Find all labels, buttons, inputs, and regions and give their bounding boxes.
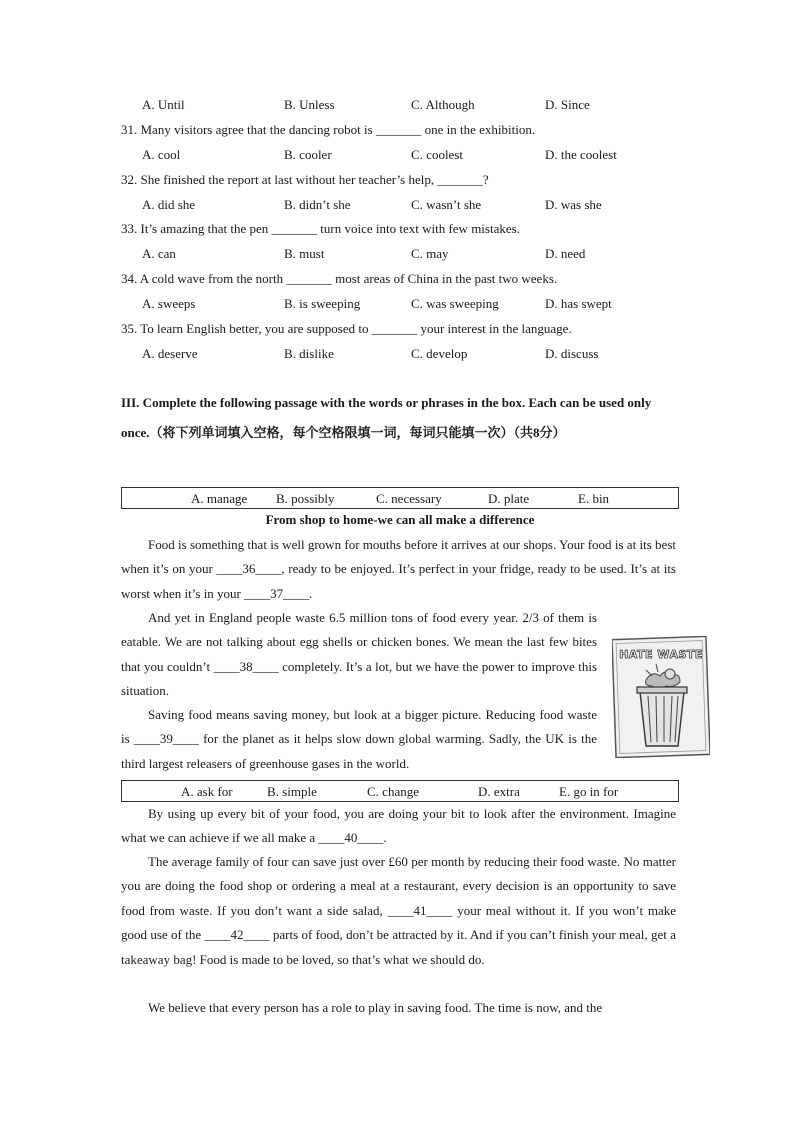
paragraph: And yet in England people waste 6.5 million tons of food every year. 2/3 of them is eatable. We are not talking about egg shells or chicken bones. We mean the last few bites that you couldn’t ____38____ completely. It’s a lot, but we have the power to improve this situation. xyxy=(121,610,597,699)
word-box-item: C. change xyxy=(367,784,419,799)
option: B. must xyxy=(284,246,325,261)
option: B. dislike xyxy=(284,346,334,361)
option: D. need xyxy=(545,246,586,261)
question-stem: 34. A cold wave from the north _______ most areas of China in the past two weeks. xyxy=(121,271,558,286)
option: D. was she xyxy=(545,197,602,212)
option: A. did she xyxy=(142,197,196,212)
option: B. is sweeping xyxy=(284,296,361,311)
hate-waste-illustration xyxy=(612,636,710,758)
word-box-item: E. bin xyxy=(578,491,610,506)
paragraph: We believe that every person has a role to play in saving food. The time is now, and the xyxy=(148,1000,603,1015)
word-box-item: A. ask for xyxy=(181,784,233,799)
question-stem: 32. She finished the report at last without her teacher’s help, _______? xyxy=(121,172,489,187)
trash-bin-icon xyxy=(612,636,710,758)
option: B. didn’t she xyxy=(284,197,351,212)
section-heading: III. Complete the following passage with the words or phrases in the box. Each can be used only once.（将下列单词填入空格，每个空格限填一词，每词只能填一次）（共8分） xyxy=(121,395,652,440)
question-stem: 31. Many visitors agree that the dancing robot is _______ one in the exhibition. xyxy=(121,122,536,137)
paragraph: Food is something that is well grown for mouths before it arrives at our shops. Your food is at its best when it’s on your ____36____, ready to be enjoyed. It’s perfect in your fridge, ready to be used. It’s at its worst when it’s in your ____37____. xyxy=(121,537,676,601)
option: A. cool xyxy=(142,147,181,162)
option: A. can xyxy=(142,246,176,261)
image-label: HATE WASTE xyxy=(619,648,703,661)
word-box-item: B. possibly xyxy=(276,491,335,506)
option: A. Until xyxy=(142,97,185,112)
word-box-item: A. manage xyxy=(191,491,248,506)
option: A. deserve xyxy=(142,346,198,361)
word-box-item: B. simple xyxy=(267,784,317,799)
option: C. coolest xyxy=(411,147,463,162)
option: C. wasn’t she xyxy=(411,197,482,212)
option: C. develop xyxy=(411,346,468,361)
option: C. was sweeping xyxy=(411,296,499,311)
word-box-item: C. necessary xyxy=(376,491,442,506)
option: B. Unless xyxy=(284,97,335,112)
word-box xyxy=(121,780,679,802)
question-stem: 33. It’s amazing that the pen _______ turn voice into text with few mistakes. xyxy=(121,221,520,236)
passage-title: From shop to home-we can all make a difference xyxy=(265,512,535,527)
word-box-item: D. extra xyxy=(478,784,520,799)
paragraph: The average family of four can save just over £60 per month by reducing their food waste. No matter you are doing the food shop or ordering a meal at a restaurant, every decision is an opportunity to save food from waste. If you don’t want a side salad, ____41____ your meal without it. If you won’t make good use of the ____42____ parts of food, don’t be attracted by it. And if you can’t finish your meal, get a takeaway bag! Food is made to be loved, so that’s what we should do. xyxy=(121,854,676,967)
paragraph: Saving food means saving money, but look at a bigger picture. Reducing food waste is ____39____ for the planet as it helps slow down global warming. Sadly, the UK is the third largest releasers of greenhouse gases in the world. xyxy=(121,707,597,771)
option: D. has swept xyxy=(545,296,612,311)
option: A. sweeps xyxy=(142,296,196,311)
option: B. cooler xyxy=(284,147,332,162)
paragraph: By using up every bit of your food, you are doing your bit to look after the environment. Imagine what we can achieve if we all make a ____40____. xyxy=(121,806,676,846)
option: C. Although xyxy=(411,97,475,112)
word-box xyxy=(121,487,679,509)
option: D. Since xyxy=(545,97,590,112)
option: D. discuss xyxy=(545,346,599,361)
option: C. may xyxy=(411,246,449,261)
word-box-item: D. plate xyxy=(488,491,530,506)
word-box-item: E. go in for xyxy=(559,784,619,799)
question-stem: 35. To learn English better, you are supposed to _______ your interest in the language. xyxy=(121,321,572,336)
option: D. the coolest xyxy=(545,147,617,162)
